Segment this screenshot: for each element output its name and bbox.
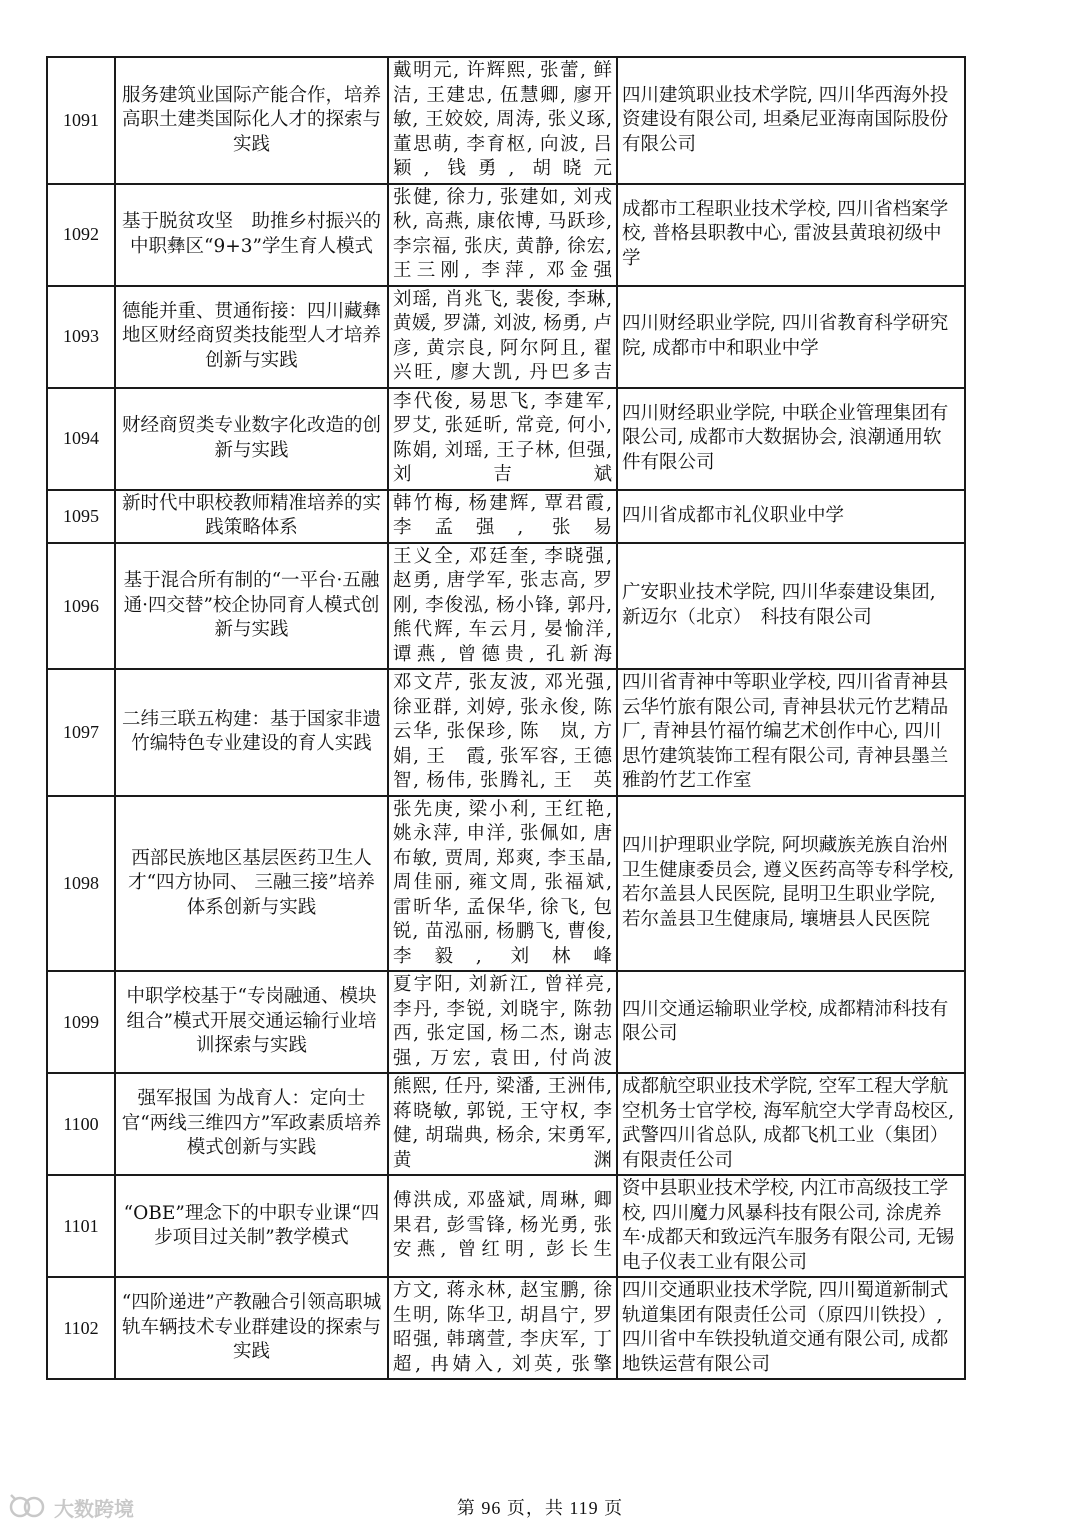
organizations: 四川财经职业学院, 四川省教育科学研究院, 成都市中和职业中学 — [617, 286, 965, 388]
page-footer: 第 96 页，共 119 页 — [456, 1498, 624, 1518]
team-members: 张健, 徐力, 张建如, 刘戎秋, 高燕, 康依博, 马跃珍, 李宗福, 张庆, 黄静, 徐宏, 王三刚, 李萍, 邓金强 — [388, 184, 617, 286]
table-row — [47, 1277, 965, 1379]
organizations: 成都航空职业技术学院, 空军工程大学航空机务士官学校, 海军航空大学青岛校区, 武警四川省总队, 成都飞机工业（集团）有限责任公司 — [617, 1073, 965, 1175]
table-row — [47, 490, 965, 543]
awards-table — [46, 56, 966, 1380]
row-number: 1098 — [47, 796, 115, 972]
table-row — [47, 971, 965, 1073]
table-row — [47, 57, 965, 184]
row-number: 1101 — [47, 1175, 115, 1277]
organizations: 四川交通运输职业学校, 成都精沛科技有限公司 — [617, 971, 965, 1073]
table-row — [47, 1073, 965, 1175]
project-title: 二纬三联五构建：基于国家非遗竹编特色专业建设的育人实践 — [115, 669, 388, 796]
row-number: 1096 — [47, 543, 115, 670]
row-number: 1094 — [47, 388, 115, 490]
organizations: 广安职业技术学院, 四川华泰建设集团, 新迈尔（北京） 科技有限公司 — [617, 543, 965, 670]
row-number: 1100 — [47, 1073, 115, 1175]
organizations: 四川省青神中等职业学校, 四川省青神县云华竹旅有限公司, 青神县状元竹艺精品厂, 青神县竹福竹编艺术创作中心, 四川思竹建筑装饰工程有限公司, 青神县墨兰雅韵竹艺工作室 — [617, 669, 965, 796]
project-title: 中职学校基于“专岗融通、模块组合”模式开展交通运输行业培训探索与实践 — [115, 971, 388, 1073]
organizations: 资中县职业技术学校, 内江市高级技工学校, 四川魔力风暴科技有限公司, 涂虎养车·成都天和致远汽车服务有限公司, 无锡电子仪表工业有限公司 — [617, 1175, 965, 1277]
team-members: 邓文芹, 张友波, 邓光强, 徐亚群, 刘婷, 张永俊, 陈云华, 张保珍, 陈 岚, 方娟, 王 霞, 张军容, 王德智, 杨伟, 张腾礼, 王 英 — [388, 669, 617, 796]
team-members: 傅洪成, 邓盛斌, 周琳, 卿果君, 彭雪锋, 杨光勇, 张安燕, 曾红明, 彭长生 — [388, 1175, 617, 1277]
project-title: 西部民族地区基层医药卫生人才“四方协同、 三融三接”培养体系创新与实践 — [115, 796, 388, 972]
team-members: 张先庚, 梁小利, 王红艳, 姚永萍, 申洋, 张佩如, 唐布敏, 贾周, 郑爽, 李玉晶, 周佳丽, 雍文周, 张福斌, 雷昕华, 孟保华, 徐飞, 包锐, 苗泓丽, 杨鹏飞, 曹俊, 李毅, 刘林峰 — [388, 796, 617, 972]
table-row — [47, 388, 965, 490]
team-members: 王义全, 邓廷奎, 李晓强, 赵勇, 唐学军, 张志高, 罗刚, 李俊泓, 杨小锋, 郭丹, 熊代辉, 车云月, 晏愉洋, 谭燕, 曾德贵, 孔新海 — [388, 543, 617, 670]
team-members: 方文, 蒋永林, 赵宝鹏, 徐生明, 陈华卫, 胡昌宁, 罗昭强, 韩璃萱, 李庆军, 丁超, 冉婧入, 刘英, 张擎 — [388, 1277, 617, 1379]
row-number: 1099 — [47, 971, 115, 1073]
project-title: “OBE”理念下的中职专业课“四步项目过关制”教学模式 — [115, 1175, 388, 1277]
organizations: 四川交通职业技术学院, 四川蜀道新制式轨道集团有限责任公司（原四川铁投）, 四川省中车铁投轨道交通有限公司, 成都地铁运营有限公司 — [617, 1277, 965, 1379]
team-members: 刘瑶, 肖兆飞, 裴俊, 李琳, 黄媛, 罗潇, 刘波, 杨勇, 卢彦, 黄宗良, 阿尔阿且, 翟兴旺, 廖大凯, 丹巴多吉 — [388, 286, 617, 388]
row-number: 1092 — [47, 184, 115, 286]
project-title: 德能并重、贯通衔接：四川藏彝地区财经商贸类技能型人才培养创新与实践 — [115, 286, 388, 388]
row-number: 1102 — [47, 1277, 115, 1379]
table-row — [47, 184, 965, 286]
project-title: 基于脱贫攻坚 助推乡村振兴的中职彝区“9+3”学生育人模式 — [115, 184, 388, 286]
organizations: 四川财经职业学院, 中联企业管理集团有限公司, 成都市大数据协会, 浪潮通用软件有限公司 — [617, 388, 965, 490]
table-body — [47, 57, 965, 1379]
team-members: 戴明元, 许辉熙, 张蕾, 鲜洁, 王建忠, 伍慧卿, 廖开敏, 王姣姣, 周涛, 张义琢, 董思萌, 李育枢, 向波, 吕颖, 钱勇, 胡晓元 — [388, 57, 617, 184]
team-members: 夏宇阳, 刘新江, 曾祥亮, 李丹, 李锐, 刘晓宇, 陈勃西, 张定国, 杨二杰, 谢志强, 万宏, 袁田, 付尚波 — [388, 971, 617, 1073]
organizations: 四川省成都市礼仪职业中学 — [617, 490, 965, 543]
row-number: 1095 — [47, 490, 115, 543]
watermark-text: 大数跨境 — [54, 1496, 134, 1521]
table-row — [47, 543, 965, 670]
awards-table-container — [46, 56, 964, 1380]
table-row — [47, 286, 965, 388]
organizations: 成都市工程职业技术学校, 四川省档案学校, 普格县职教中心, 雷波县黄琅初级中学 — [617, 184, 965, 286]
table-row — [47, 796, 965, 972]
row-number: 1091 — [47, 57, 115, 184]
row-number: 1097 — [47, 669, 115, 796]
project-title: 财经商贸类专业数字化改造的创新与实践 — [115, 388, 388, 490]
table-row — [47, 669, 965, 796]
project-title: 服务建筑业国际产能合作，培养高职土建类国际化人才的探索与实践 — [115, 57, 388, 184]
organizations: 四川建筑职业技术学院, 四川华西海外投资建设有限公司, 坦桑尼亚海南国际股份有限公司 — [617, 57, 965, 184]
team-members: 熊熙, 任丹, 梁潘, 王洲伟, 蒋晓敏, 郭锐, 王守权, 李健, 胡瑞典, 杨余, 宋勇军, 黄渊 — [388, 1073, 617, 1175]
table-row — [47, 1175, 965, 1277]
team-members: 李代俊, 易思飞, 李建军, 罗艾, 张延昕, 常竞, 何小, 陈娟, 刘瑶, 王子林, 但强, 刘吉斌 — [388, 388, 617, 490]
organizations: 四川护理职业学院, 阿坝藏族羌族自治州卫生健康委员会, 遵义医药高等专科学校, 若尔盖县人民医院, 昆明卫生职业学院, 若尔盖县卫生健康局, 壤塘县人民医院 — [617, 796, 965, 972]
team-members: 韩竹梅, 杨建辉, 覃君霞, 李孟强, 张易 — [388, 490, 617, 543]
project-title: 新时代中职校教师精准培养的实践策略体系 — [115, 490, 388, 543]
row-number: 1093 — [47, 286, 115, 388]
project-title: 基于混合所有制的“一平台·五融通·四交替”校企协同育人模式创新与实践 — [115, 543, 388, 670]
project-title: 强军报国 为战育人：定向士官“两线三维四方”军政素质培养模式创新与实践 — [115, 1073, 388, 1175]
project-title: “四阶递进”产教融合引领高职城轨车辆技术专业群建设的探索与实践 — [115, 1277, 388, 1379]
